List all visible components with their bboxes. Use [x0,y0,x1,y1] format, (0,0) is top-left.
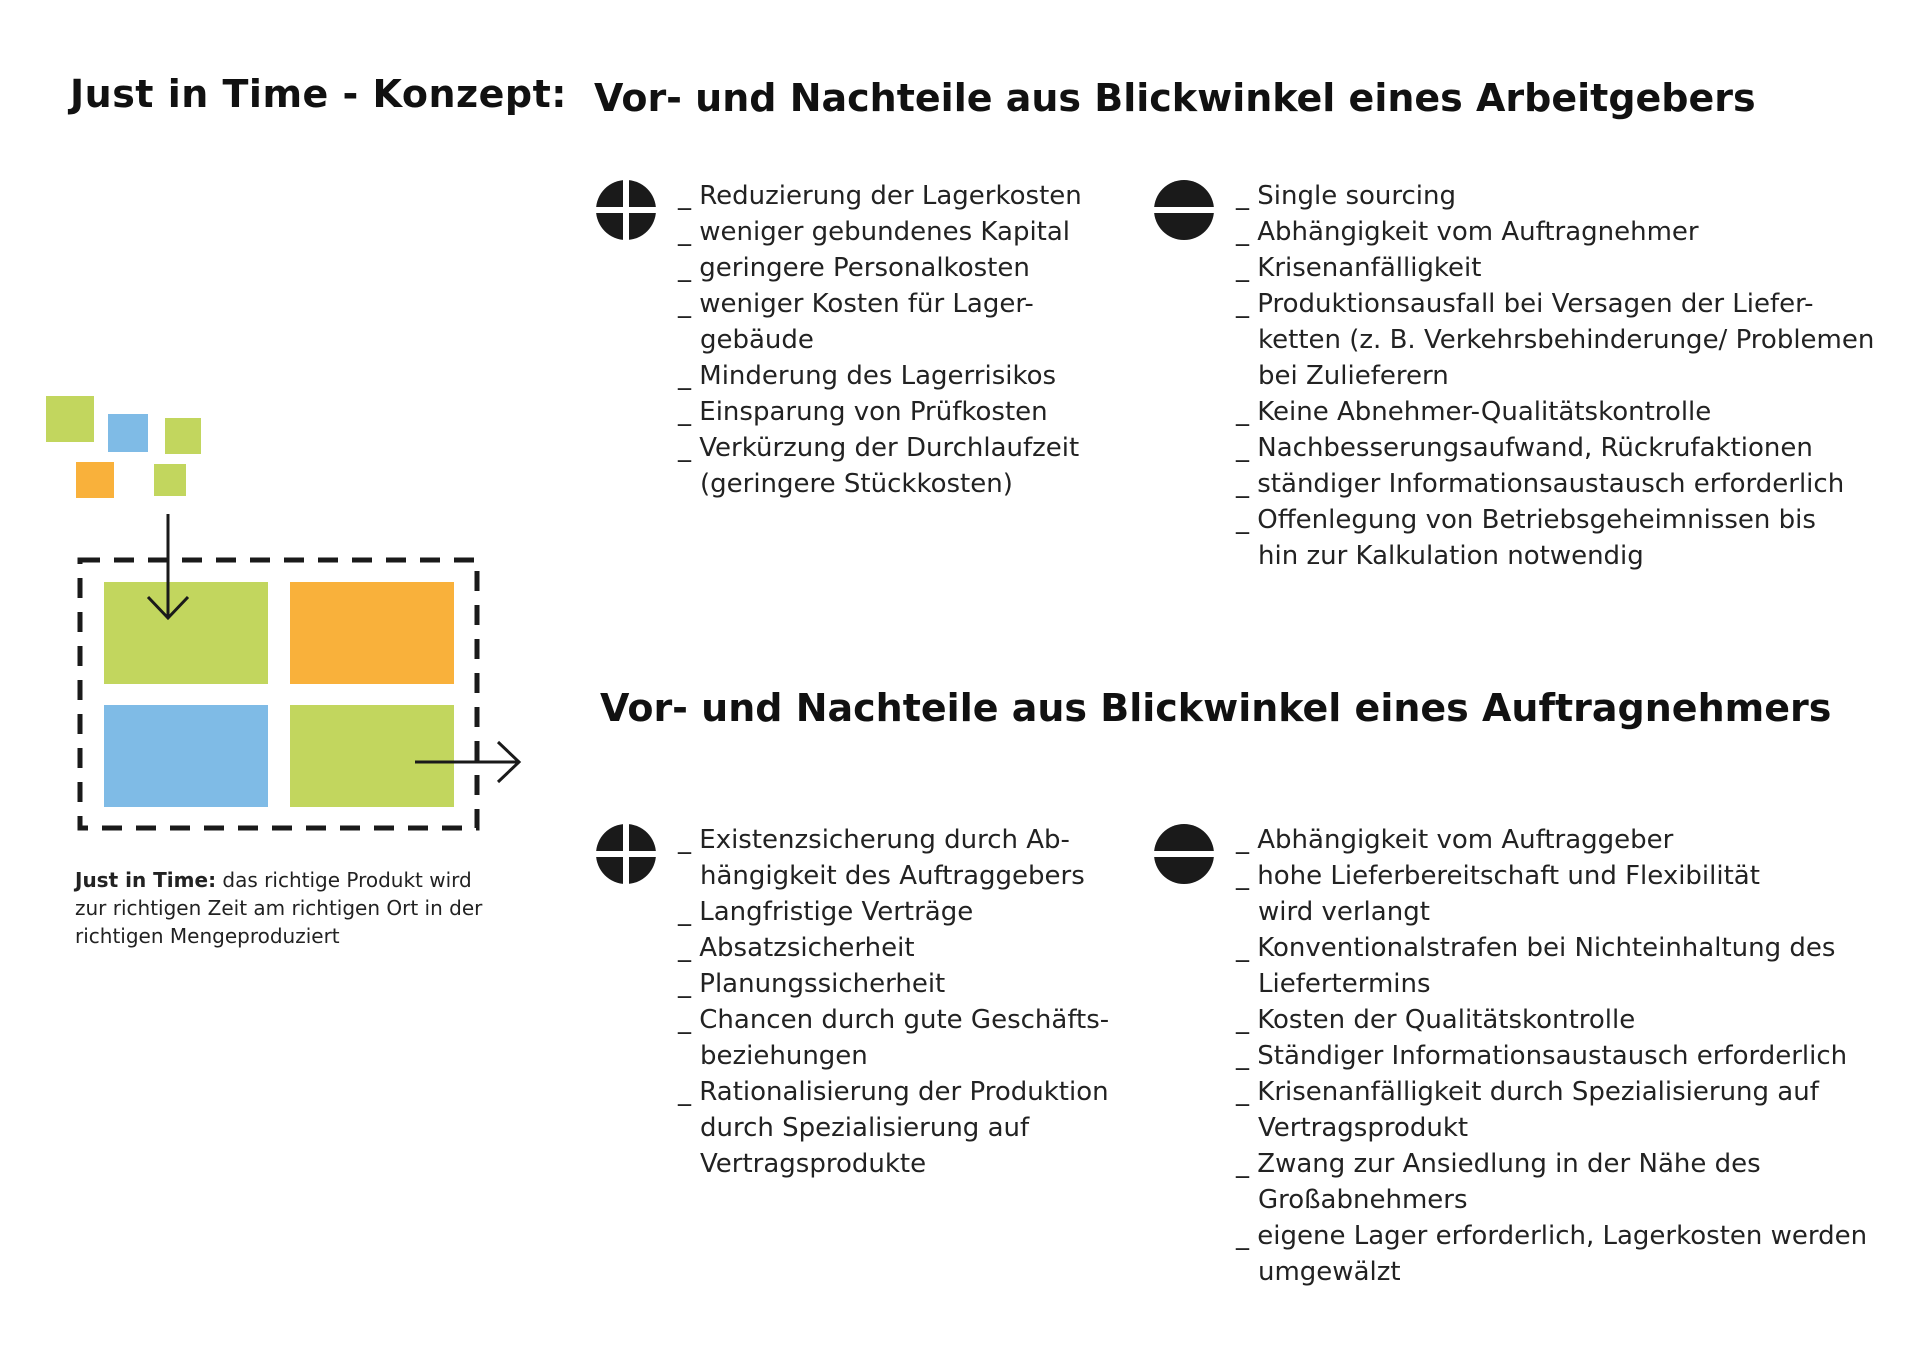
caption-term: Just in Time: [75,868,217,892]
list-item: _ Rationalisierung der Produktion durch Spezialisierung auf Vertragsprodukte [678,1077,1109,1179]
list-item: _ Existenzsicherung durch Ab- hängigkeit des Auftraggebers [678,825,1085,891]
block-orange [290,582,454,684]
incoming-part [165,418,201,454]
contractor-cons-list [1236,822,1886,1290]
block-blue [104,705,268,807]
list-item: _ geringere Personalkosten [678,253,1030,283]
list-item: _ Minderung des Lagerrisikos [678,361,1057,391]
list-item: _ Offenlegung von Betriebsgeheimnissen bis hin zur Kalkulation notwendig [1236,505,1816,571]
list-item: _ Krisenanfälligkeit [1236,253,1482,283]
list-item: _ Kosten der Qualitätskontrolle [1236,1005,1636,1035]
minus-icon [1152,822,1216,886]
list-item: _ Single sourcing [1236,181,1457,211]
list-item: _ Zwang zur Ansiedlung in der Nähe des Großabnehmers [1236,1149,1761,1215]
list-item: _ Einsparung von Prüfkosten [678,397,1048,427]
jit-diagram [40,390,540,840]
list-item: _ ständiger Informationsaustausch erforderlich [1236,469,1845,499]
incoming-part [108,414,148,452]
list-item: _ weniger Kosten für Lager- gebäude [678,289,1034,355]
list-item: _ Langfristige Verträge [678,897,974,927]
incoming-part [76,462,114,498]
list-item: _ hohe Lieferbereitschaft und Flexibilität wird verlangt [1236,861,1760,927]
diagram-caption [75,866,495,950]
list-item: _ Absatzsicherheit [678,933,915,963]
section-title-employer: Vor- und Nachteile aus Blickwinkel eines Arbeitgebers [594,76,1756,120]
plus-icon [594,822,658,886]
list-item: _ Verkürzung der Durchlaufzeit (geringere Stückkosten) [678,433,1080,499]
list-item: _ Keine Abnehmer-Qualitätskontrolle [1236,397,1712,427]
minus-icon [1152,178,1216,242]
arrow-down-icon [148,514,188,618]
list-item: _ Abhängigkeit vom Auftragnehmer [1236,217,1699,247]
employer-pros-list [678,178,1098,502]
page-title: Just in Time - Konzept: [70,72,567,116]
list-item: _ Chancen durch gute Geschäfts- beziehungen [678,1005,1110,1071]
section-title-contractor: Vor- und Nachteile aus Blickwinkel eines Auftragnehmers [600,686,1832,730]
list-item: _ weniger gebundenes Kapital [678,217,1071,247]
list-item: _ Ständiger Informationsaustausch erforderlich [1236,1041,1848,1071]
list-item: _ Reduzierung der Lagerkosten [678,181,1082,211]
employer-cons-list [1236,178,1886,574]
incoming-part [154,464,186,496]
list-item: _ eigene Lager erforderlich, Lagerkosten werden umgewälzt [1236,1221,1868,1287]
caption-text: das richtige Produkt wird zur richtigen Zeit am richtigen Ort in der richtigen Mengeproduziert [75,868,483,948]
list-item: _ Produktionsausfall bei Versagen der Liefer- ketten (z. B. Verkehrsbehinderunge/ Problemen bei Zulieferern [1236,289,1875,391]
list-item: _ Krisenanfälligkeit durch Spezialisierung auf Vertragsprodukt [1236,1077,1819,1143]
plus-icon [594,178,658,242]
incoming-part [46,396,94,442]
list-item: _ Abhängigkeit vom Auftraggeber [1236,825,1674,855]
contractor-pros-list [678,822,1118,1182]
list-item: _ Planungssicherheit [678,969,946,999]
list-item: _ Nachbesserungsaufwand, Rückrufaktionen [1236,433,1813,463]
block-green [290,705,454,807]
list-item: _ Konventionalstrafen bei Nichteinhaltung des Liefertermins [1236,933,1836,999]
